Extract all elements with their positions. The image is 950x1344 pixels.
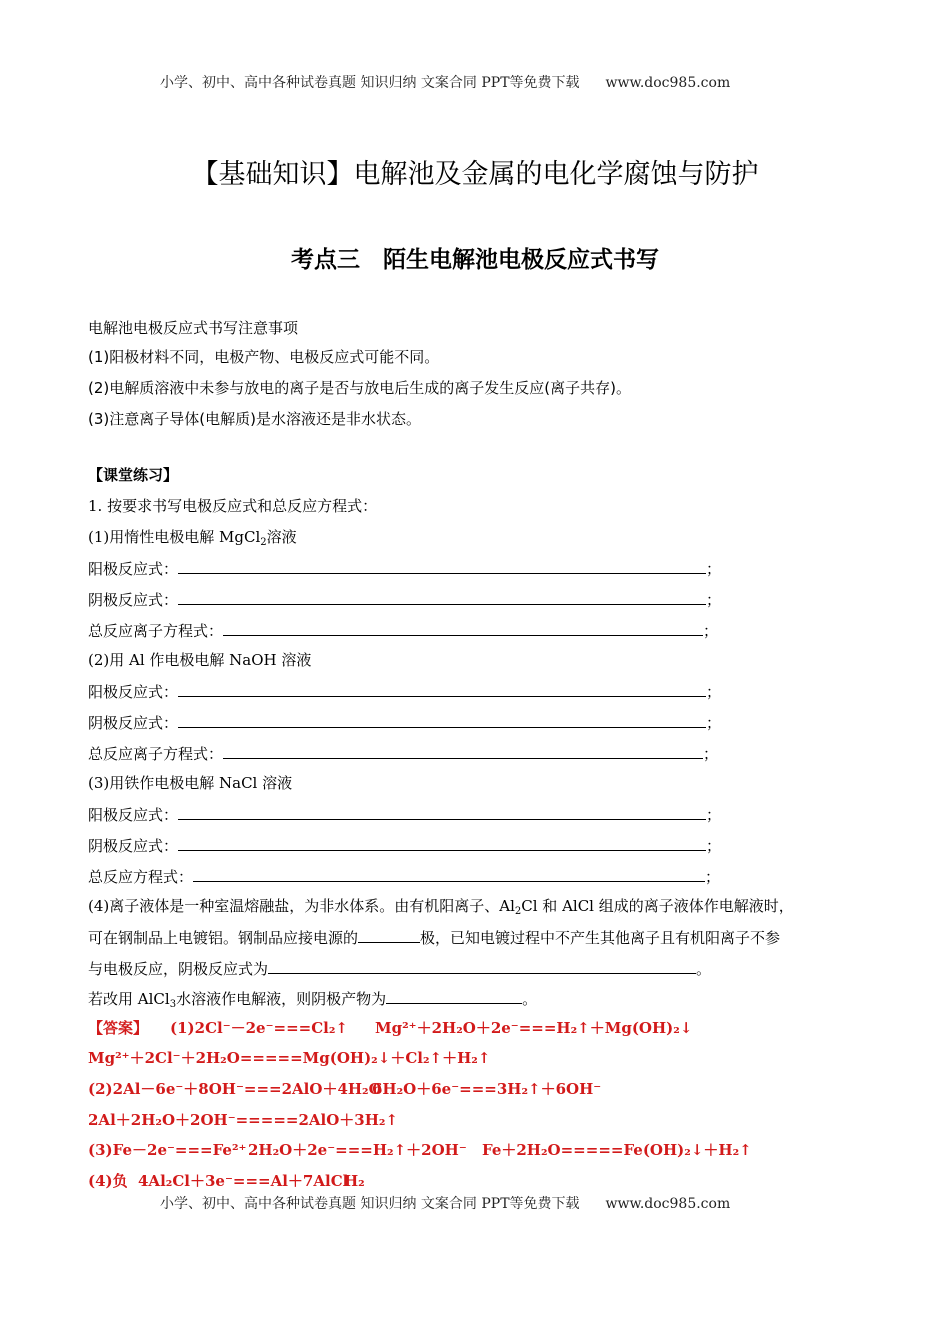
anode-label: 阳极反应式：	[88, 683, 179, 701]
footer-text: 小学、初中、高中各种试卷真题 知识归纳 文案合同 PPT等免费下载	[160, 1196, 580, 1212]
cathode-label: 阴极反应式：	[88, 714, 179, 732]
anode-blank[interactable]	[178, 681, 706, 697]
answer-line: 阴极反应式： ；	[88, 837, 722, 855]
notes-heading: 电解池电极反应式书写注意事项	[88, 319, 299, 337]
answer-2-cathode: 6H₂O＋6e⁻===3H₂↑＋6OH⁻	[372, 1080, 602, 1098]
cathode-label: 阴极反应式：	[88, 591, 179, 609]
answer-label: 【答案】	[88, 1019, 149, 1037]
part-4-line-2: 可在钢制品上电镀铝。钢制品应接电源的 极，已知电镀过程中不产生其他离子且有机阳离子不参	[88, 929, 781, 947]
electrode-blank[interactable]	[358, 927, 420, 943]
note-item-3: (3)注意离子导体(电解质)是水溶液还是非水状态。	[88, 410, 421, 428]
anode-label: 阳极反应式：	[88, 806, 179, 824]
total-label: 总反应方程式：	[88, 868, 194, 886]
answer-row-2	[88, 1079, 602, 1099]
anode-label: 阳极反应式：	[88, 560, 179, 578]
part-2-title: (2)用 Al 作电极电解 NaOH 溶液	[88, 651, 312, 669]
answer-row-1	[88, 1018, 693, 1038]
header-url[interactable]: www.doc985.com	[605, 75, 731, 91]
total-ionic-blank[interactable]	[223, 743, 703, 759]
section-subtitle: 考点三 陌生电解池电极反应式书写	[291, 247, 659, 273]
answer-4-product: H₂	[344, 1172, 365, 1190]
answer-line: 总反应离子方程式： ；	[88, 622, 719, 640]
answer-2-total: 2Al＋2H₂O＋2OH⁻=====2AlO＋3H₂↑	[88, 1111, 399, 1129]
page-header	[160, 72, 730, 92]
cathode-blank[interactable]	[178, 589, 706, 605]
question-1-stem: 1. 按要求书写电极反应式和总反应方程式：	[88, 497, 378, 515]
page-title: 【基础知识】电解池及金属的电化学腐蚀与防护	[191, 159, 759, 190]
answer-2-anode: (2)2Al－6e⁻＋8OH⁻===2AlO＋4H₂O	[88, 1080, 382, 1098]
answer-row-4	[88, 1171, 365, 1191]
answer-line: 阳极反应式： ；	[88, 806, 722, 824]
note-item-1: (1)阳极材料不同，电极产物、电极反应式可能不同。	[88, 348, 440, 366]
answer-1-cathode: Mg²⁺＋2H₂O＋2e⁻===H₂↑＋Mg(OH)₂↓	[375, 1019, 693, 1037]
cathode-product-blank[interactable]	[386, 988, 522, 1004]
cathode-reaction-blank[interactable]	[268, 958, 696, 974]
footer-url[interactable]: www.doc985.com	[605, 1196, 731, 1212]
cathode-blank[interactable]	[178, 712, 706, 728]
answer-4-pole: (4)负	[88, 1172, 128, 1190]
total-ionic-blank[interactable]	[223, 620, 703, 636]
answer-3-total: Fe＋2H₂O=====Fe(OH)₂↓＋H₂↑	[482, 1141, 752, 1159]
answer-1-total: Mg²⁺＋2Cl⁻＋2H₂O=====Mg(OH)₂↓＋Cl₂↑＋H₂↑	[88, 1049, 491, 1067]
anode-blank[interactable]	[178, 558, 706, 574]
answer-4-cathode: 4Al₂Cl＋3e⁻===Al＋7AlCl	[138, 1172, 349, 1190]
answer-line: 阴极反应式： ；	[88, 714, 722, 732]
part-1-title: (1)用惰性电极电解 MgCl$_2$溶液	[88, 528, 297, 548]
anode-blank[interactable]	[178, 804, 706, 820]
part-4-line-4: 若改用 AlCl$_3$水溶液作电解液，则阴极产物为 。	[88, 990, 538, 1010]
answer-line: 阳极反应式： ；	[88, 683, 722, 701]
part-3-title: (3)用铁作电极电解 NaCl 溶液	[88, 774, 293, 792]
answer-line: 阴极反应式： ；	[88, 591, 722, 609]
total-ionic-label: 总反应离子方程式：	[88, 622, 224, 640]
cathode-label: 阴极反应式：	[88, 837, 179, 855]
answer-line: 总反应方程式： ；	[88, 868, 721, 886]
answer-line: 总反应离子方程式： ；	[88, 745, 719, 763]
header-text: 小学、初中、高中各种试卷真题 知识归纳 文案合同 PPT等免费下载	[160, 75, 580, 91]
cathode-blank[interactable]	[178, 835, 706, 851]
page-footer	[160, 1193, 730, 1213]
answer-3-anode: (3)Fe－2e⁻===Fe²⁺	[88, 1141, 247, 1159]
answer-row-3	[88, 1140, 752, 1160]
total-ionic-label: 总反应离子方程式：	[88, 745, 224, 763]
note-item-2: (2)电解质溶液中未参与放电的离子是否与放电后生成的离子发生反应(离子共存)。	[88, 379, 631, 397]
answer-1-anode: (1)2Cl⁻－2e⁻===Cl₂↑	[170, 1019, 349, 1037]
part-4-line-3: 与电极反应，阴极反应式为 。	[88, 960, 712, 978]
part-4-line-1: (4)离子液体是一种室温熔融盐，为非水体系。由有机阳离子、$Al_2Cl$ 和 AlCl 组成的离子液体作电解液时，	[88, 897, 794, 917]
answer-3-cathode: 2H₂O＋2e⁻===H₂↑＋2OH⁻	[248, 1141, 467, 1159]
practice-heading: 【课堂练习】	[88, 466, 179, 484]
answer-line: 阳极反应式： ；	[88, 560, 722, 578]
total-blank[interactable]	[193, 866, 705, 882]
